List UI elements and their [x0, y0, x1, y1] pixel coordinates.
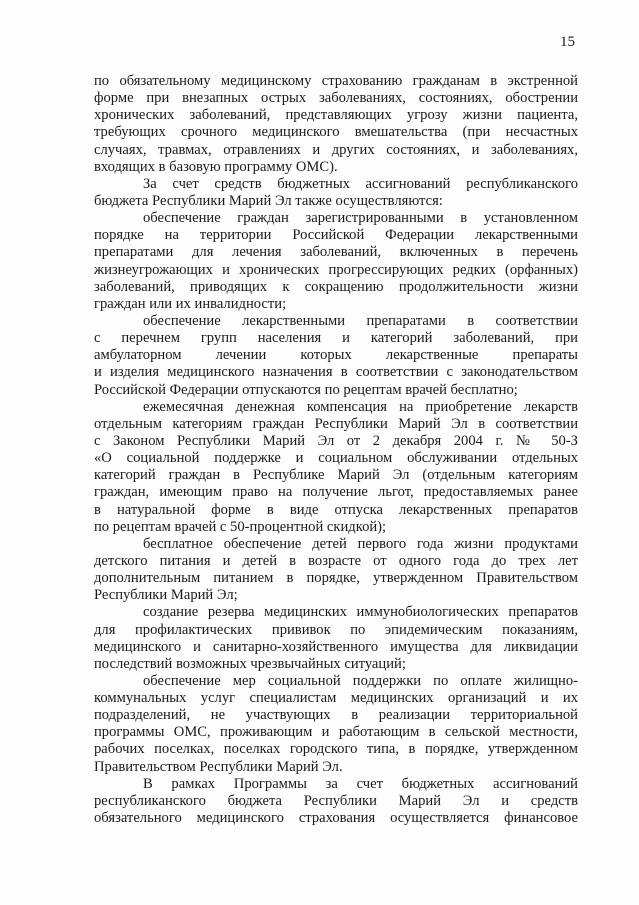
text-line: За счет средств бюджетных ассигнований республиканского: [143, 175, 578, 192]
text-line: по рецептам врачей с 50-процентной скидкой);: [94, 518, 387, 535]
text-line: Российской Федерации отпускаются по рецептам врачей бесплатно;: [94, 381, 518, 398]
text-line: подразделений, не участвующих в реализации территориальной: [94, 707, 578, 724]
text-line: требующих срочного медицинского вмешательства (при несчастных: [94, 124, 578, 141]
text-line: «О социальной поддержке и социальном обслуживании отдельных: [94, 450, 578, 467]
text-line: создание резерва медицинских иммунобиологических препаратов: [143, 604, 578, 621]
text-line: категорий граждан в Республике Марий Эл (отдельным категориям: [94, 467, 578, 484]
paragraph: [94, 673, 578, 776]
text-line: для профилактических прививок по эпидемическим показаниям,: [94, 621, 578, 638]
text-line: отдельным категориям граждан Республики Марий Эл в соответствии: [94, 415, 578, 432]
paragraph: [94, 313, 578, 399]
text-line: бюджета Республики Марий Эл также осуществляются:: [94, 192, 443, 209]
page-number: 15: [560, 34, 575, 50]
text-line: Республики Марий Эл;: [94, 587, 238, 604]
text-line: с Законом Республики Марий Эл от 2 декабря 2004 г. № 50-З: [94, 432, 578, 449]
text-line: с перечнем групп населения и категорий заболеваний, при: [94, 330, 578, 347]
text-line: дополнительным питанием в порядке, утвержденном Правительством: [94, 570, 578, 587]
text-line: случаях, травмах, отравлениях и других состояниях, и заболеваниях,: [94, 141, 578, 158]
text-line: форме при внезапных острых заболеваниях, состояниях, обострении: [94, 90, 578, 107]
text-line: рабочих поселках, поселках городского типа, в порядке, утвержденном: [94, 741, 578, 758]
text-line: республиканского бюджета Республики Марий Эл и средств: [94, 792, 578, 809]
text-line: программы ОМС, проживающим и работающим в сельской местности,: [94, 724, 578, 741]
text-line: обеспечение граждан зарегистрированными в установленном: [143, 210, 578, 227]
text-line: амбулаторном лечении которых лекарственные препараты: [94, 347, 578, 364]
text-line: по обязательному медицинскому страхованию гражданам в экстренной: [94, 73, 578, 89]
text-line: граждан, имеющим право на получение льгот, предоставляемых ранее: [94, 484, 578, 501]
text-line: препаратами для лечения заболеваний, включенных в перечень: [94, 244, 578, 261]
text-line: обязательного медицинского страхования осуществляется финансовое: [94, 810, 578, 827]
text-line: порядке на территории Российской Федерации лекарственными: [94, 227, 578, 244]
paragraph: [94, 536, 578, 605]
text-line: и изделия медицинского назначения в соответствии с законодательством: [94, 364, 578, 381]
text-line: обеспечение мер социальной поддержки по оплате жилищно-: [143, 672, 578, 689]
text-line: коммунальных услуг специалистам медицинских организаций и их: [94, 690, 578, 707]
text-line: медицинского и санитарно-хозяйственного имущества для ликвидации: [94, 638, 578, 655]
paragraph: [94, 176, 578, 210]
text-line: детского питания и детей в возрасте от одного года до трех лет: [94, 552, 578, 569]
text-line: жизнеугрожающих и хронических прогрессирующих редких (орфанных): [94, 261, 578, 278]
text-line: Правительством Республики Марий Эл.: [94, 758, 343, 775]
text-line: обеспечение лекарственными препаратами в соответствии: [143, 312, 578, 329]
paragraph: [94, 776, 578, 827]
text-line: В рамках Программы за счет бюджетных ассигнований: [143, 775, 578, 792]
text-line: заболеваний, приводящих к сокращению продолжительности жизни: [94, 278, 578, 295]
document-body: [94, 73, 578, 827]
text-line: последствий возможных чрезвычайных ситуаций;: [94, 655, 406, 672]
paragraph: [94, 210, 578, 313]
paragraph: [94, 399, 578, 536]
text-line: ежемесячная денежная компенсация на приобретение лекарств: [143, 398, 578, 415]
text-line: хронических заболеваний, представляющих угрозу жизни пациента,: [94, 107, 578, 124]
text-line: граждан или их инвалидности;: [94, 295, 287, 312]
text-line: бесплатное обеспечение детей первого года жизни продуктами: [143, 535, 578, 552]
text-line: в натуральной форме в виде отпуска лекарственных препаратов: [94, 501, 578, 518]
paragraph: [94, 604, 578, 673]
paragraph: [94, 73, 578, 176]
text-line: входящих в базовую программу ОМС).: [94, 158, 338, 175]
